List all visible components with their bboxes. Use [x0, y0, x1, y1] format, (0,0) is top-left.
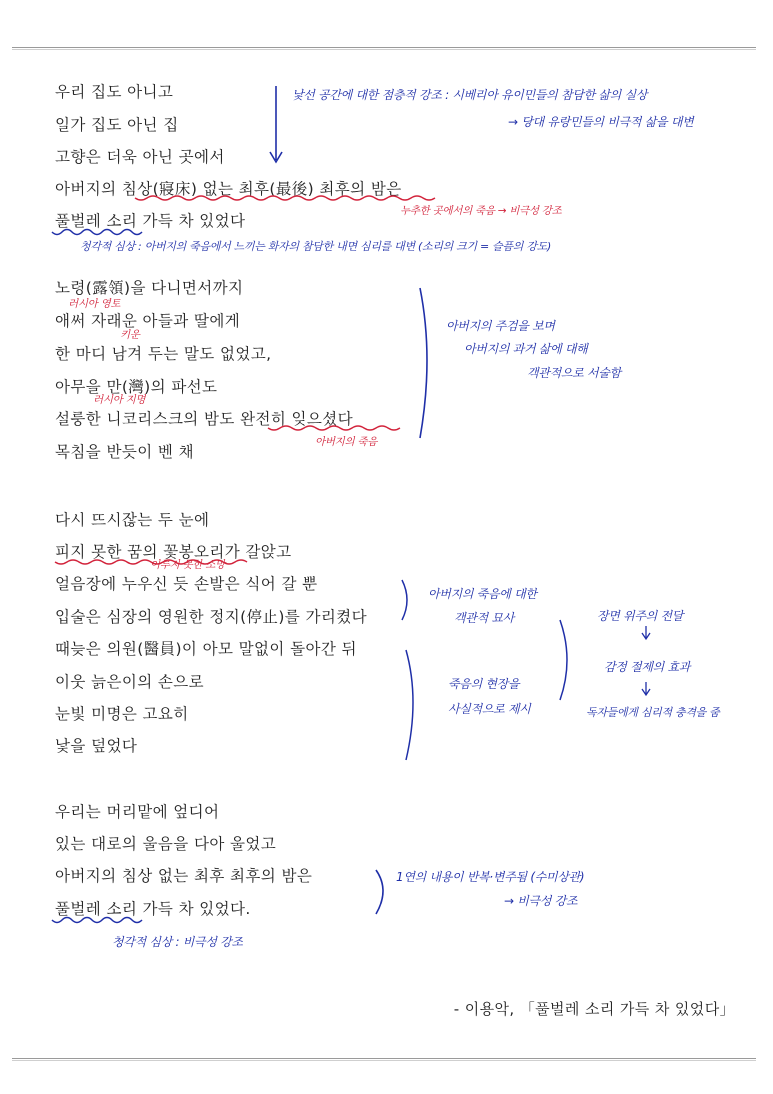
poem-line: 눈빛 미명은 고요히: [55, 705, 189, 723]
note-father-past: 아버지의 과거 삶에 대해: [464, 342, 588, 356]
note-effect: 장면 위주의 전달: [597, 609, 684, 623]
note-father-past: 객관적으로 서술함: [527, 366, 621, 380]
down-arrow-icon: [642, 682, 650, 695]
poem-line: 일가 집도 아닌 집: [55, 116, 179, 134]
right-bracket: [420, 288, 427, 438]
note-raised: 키운: [120, 329, 140, 341]
poem-line: 우리 집도 아니고: [55, 83, 174, 101]
poem-line: 아버지의 침상(寢床) 없는 최후(最後) 최후의 밤은: [55, 180, 402, 198]
right-bracket: [376, 870, 383, 914]
note-father-past: 아버지의 주검을 보며: [446, 319, 555, 333]
note-effect: 감정 절제의 효과: [604, 660, 691, 674]
note-scene: 사실적으로 제시: [448, 702, 531, 716]
note-auditory-image: 청각적 심상 : 아버지의 죽음에서 느끼는 화자의 참담한 내면 심리를 대변 (소리의 크기 = 슬픔의 강도): [80, 240, 551, 253]
note-lonely-death: 누추한 곳에서의 죽음 → 비극성 강조: [400, 205, 562, 217]
poem-line: 얼음장에 누우신 듯 손발은 식어 갈 뿐: [55, 575, 318, 593]
poem-line: 고향은 더욱 아닌 곳에서: [55, 148, 225, 166]
note-unfulfilled-hope: 이루지 못한 소망: [150, 559, 225, 571]
poem-line: 풀벌레 소리 가득 차 있었다: [55, 212, 246, 230]
poem-line: 피지 못한 꿈의 꽃봉오리가 갈앉고: [55, 543, 292, 561]
poem-line: 다시 뜨시잖는 두 눈에: [55, 511, 210, 529]
poem-line: 노령(露領)을 다니면서까지: [55, 279, 244, 297]
down-arrow-icon: [270, 86, 282, 162]
poem-line: 이웃 늙은이의 손으로: [55, 673, 205, 691]
poem-line: 아버지의 침상 없는 최후 최후의 밤은: [55, 867, 313, 885]
note-father-death: 아버지의 죽음: [315, 436, 378, 448]
poem-line: 애써 자래운 아들과 딸에게: [55, 312, 241, 330]
note-objective: 아버지의 죽음에 대한: [428, 587, 537, 601]
note-objective: 객관적 묘사: [454, 611, 514, 625]
poem-line: 목침을 반듯이 벤 채: [55, 443, 194, 461]
poem-credit: - 이용악, 「풀벌레 소리 가득 차 있었다」: [453, 1000, 735, 1018]
poem-line: 한 마디 남겨 두는 말도 없었고,: [55, 345, 272, 363]
poem-line: 낯을 덮었다: [55, 737, 138, 755]
note-strange-space: 낯선 공간에 대한 점층적 강조 : 시베리아 유이민들의 참담한 삶의 실상: [292, 88, 648, 102]
bottom-rule: [12, 1058, 756, 1061]
note-repeat: → 비극성 강조: [504, 894, 578, 908]
top-rule: [12, 47, 756, 50]
note-russia-territory: 러시아 영토: [68, 298, 121, 310]
poem-line: 있는 대로의 울음을 다아 울었고: [55, 835, 277, 853]
poem-line: 설룽한 니코리스크의 밤도 완전히 잊으셨다: [55, 410, 354, 428]
poem-line: 때늦은 의원(醫員)이 아모 말없이 돌아간 뒤: [55, 640, 357, 658]
right-bracket: [560, 620, 567, 700]
poem-line: 입술은 심장의 영원한 정지(停止)를 가리켰다: [55, 608, 367, 626]
poem-line: 아무을 만(灣)의 파선도: [55, 378, 218, 396]
note-russia-place: 러시아 지명: [93, 394, 146, 406]
note-repeat: 1연의 내용이 반복·변주됨 (수미상관): [396, 870, 585, 884]
right-bracket: [402, 580, 407, 620]
poem-line: 우리는 머리맡에 엎디어: [55, 803, 220, 821]
note-scene: 죽음의 현장을: [448, 677, 520, 691]
down-arrow-icon: [642, 626, 650, 639]
note-strange-space-2: → 당대 유랑민들의 비극적 삶을 대변: [508, 115, 694, 129]
note-effect: 독자들에게 심리적 충격을 줌: [586, 706, 720, 719]
right-bracket: [406, 650, 413, 760]
poem-line: 풀벌레 소리 가득 차 있었다.: [55, 900, 251, 918]
note-auditory-image-2: 청각적 심상 : 비극성 강조: [112, 935, 243, 949]
